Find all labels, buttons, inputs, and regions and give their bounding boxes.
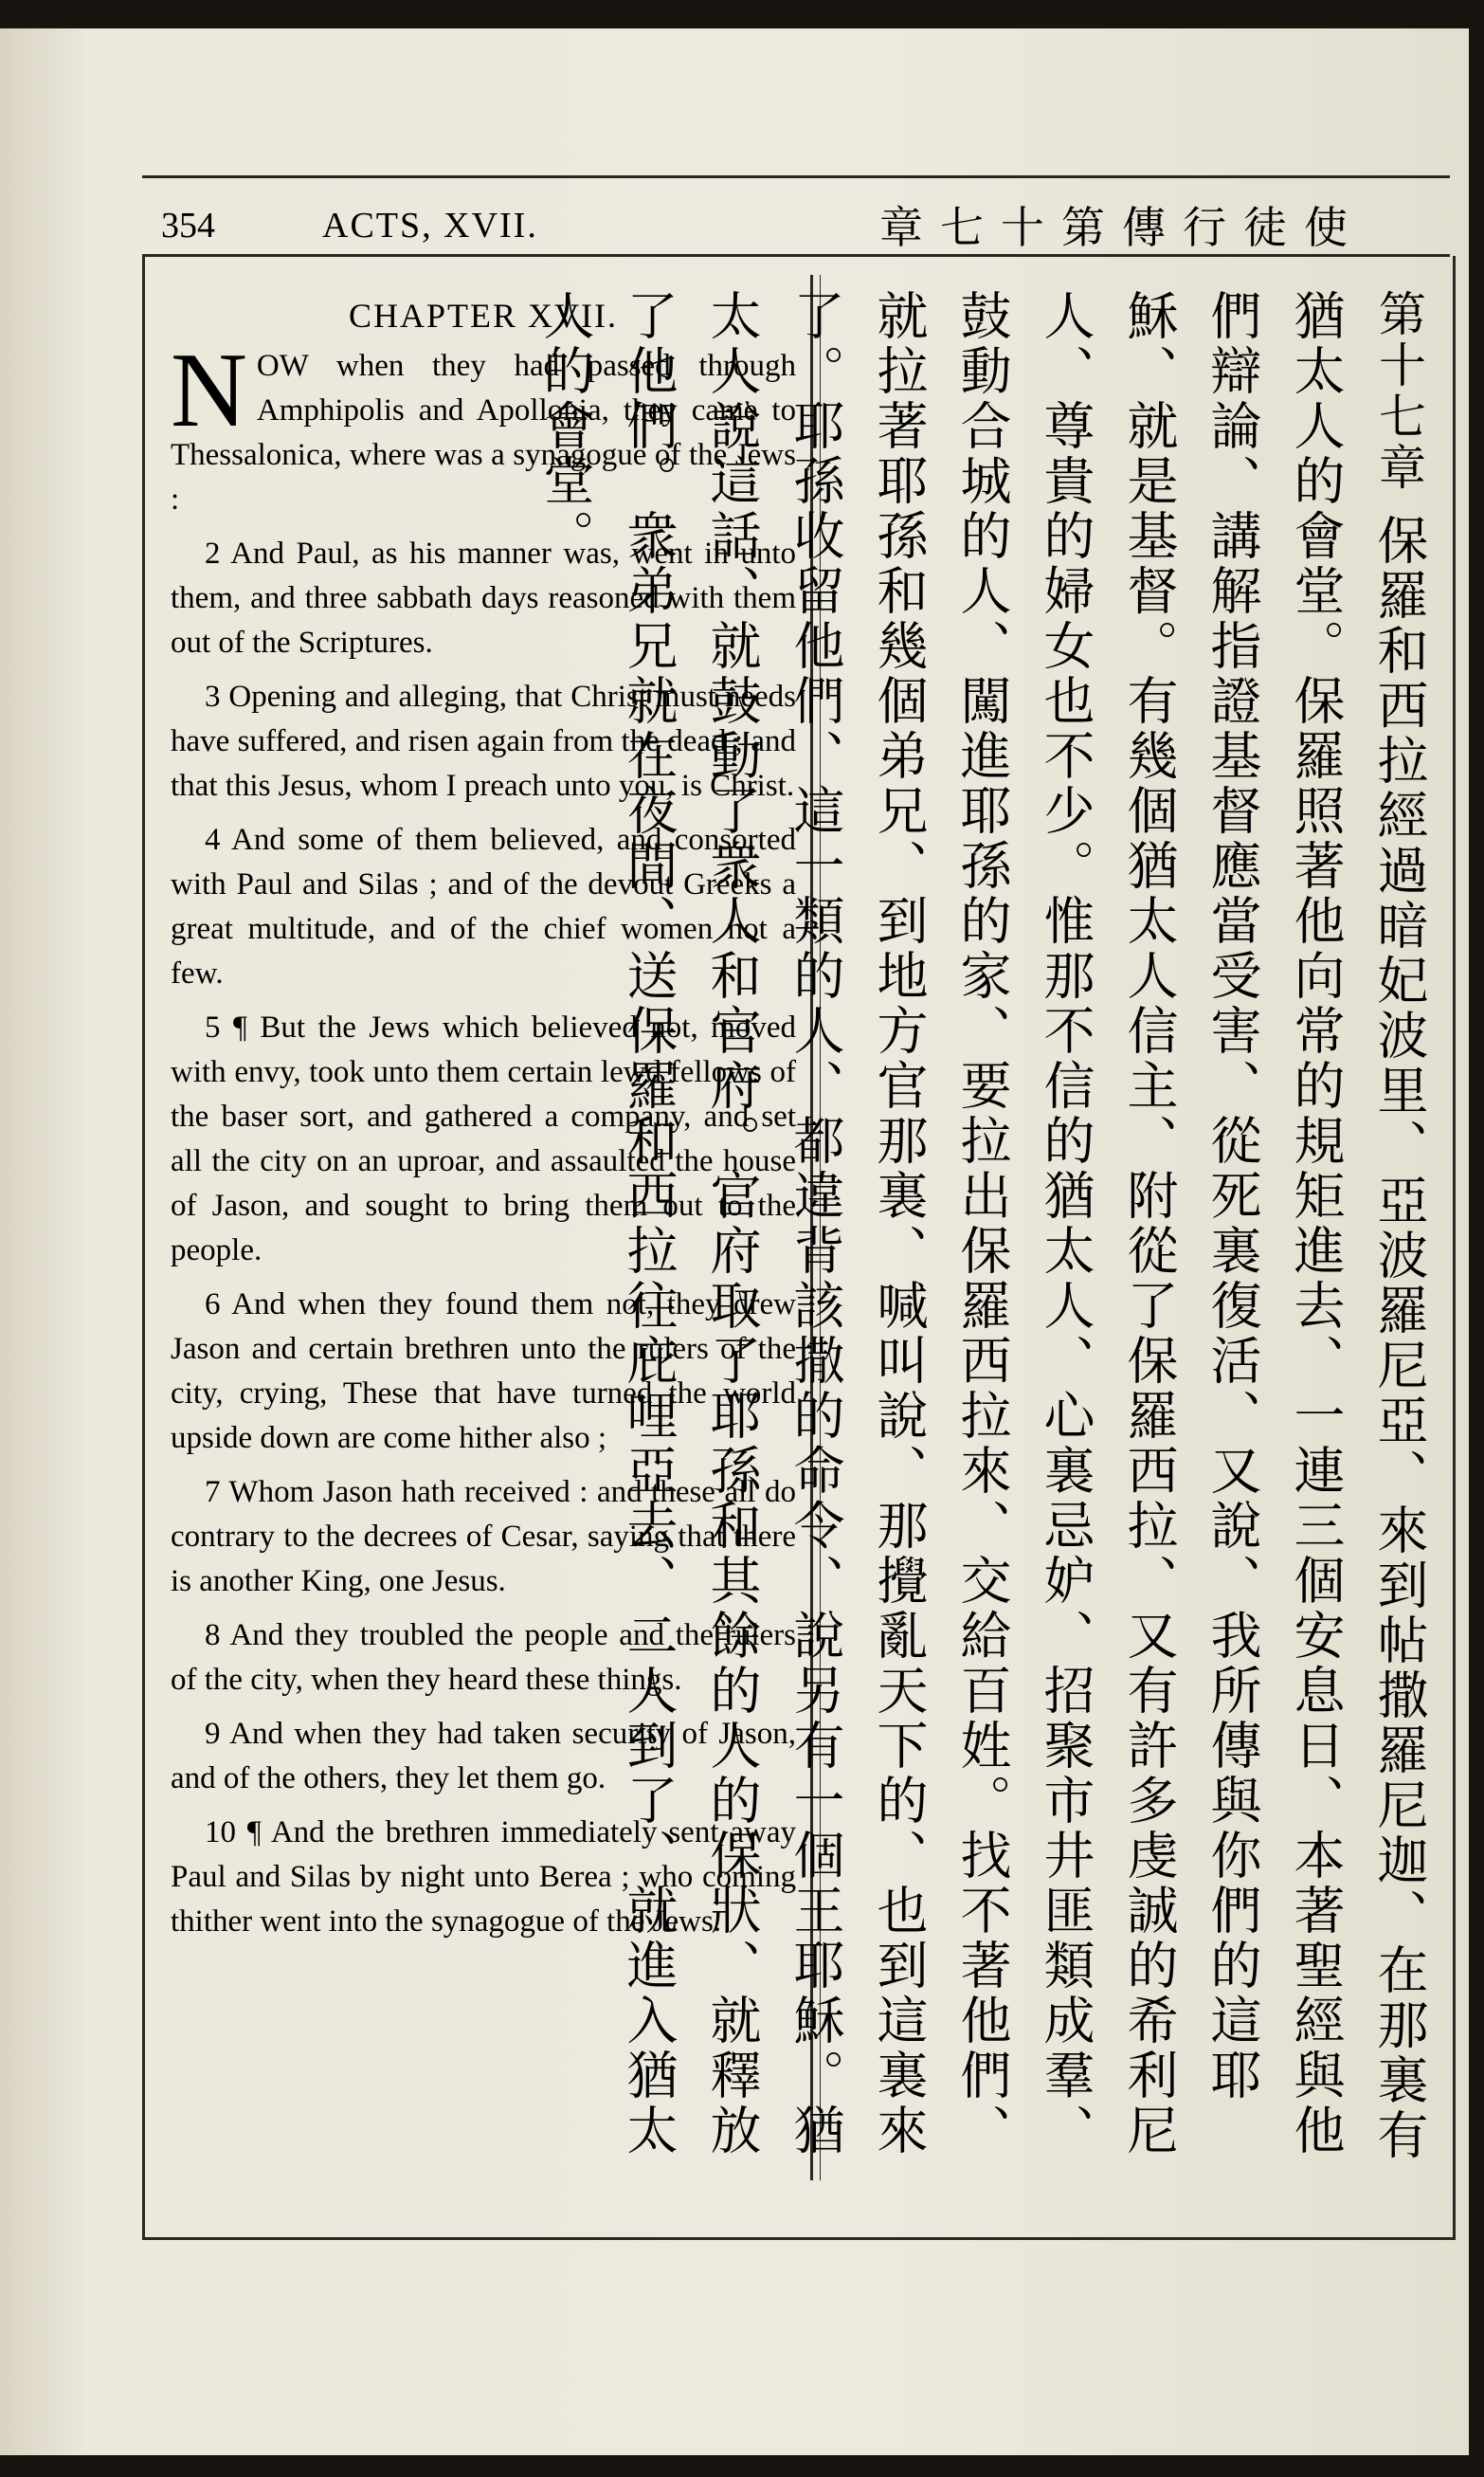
running-head-chinese: 章七十第傳行徒使	[879, 202, 1365, 253]
verse-5: 5 ¶ But the Jews which believed not, moved with envy, took unto them certain lewd fellows of the baser sort, and gathered a company, and set all the city on an uproar, and assaulted the house of Jason, and sought to bring them out to the people.	[171, 1011, 796, 1267]
verse-4: 4 And some of them believed, and consorted with Paul and Silas ; and of the devout Greeks a great multitude, and of the chief women not a few.	[171, 823, 796, 991]
verse-2: 2 And Paul, as his manner was, went in unto them, and three sabbath days reasoned with them out of the Scriptures.	[171, 537, 796, 660]
verse-10: 10 ¶ And the brethren immediately sent away Paul and Silas by night unto Berea ; who coming thither went into the synagogue of the Jews.	[171, 1815, 796, 1939]
verse-3: 3 Opening and alleging, that Christ must needs have suffered, and risen again from the dead ; and that this Jesus, whom I preach unto you, is Christ.	[171, 680, 796, 803]
verse-9: 9 And when they had taken security of Jason, and of the others, they let them go.	[171, 1717, 796, 1795]
chinese-chapter-title: 第十七章	[1371, 289, 1426, 494]
chinese-column	[535, 289, 1440, 2185]
verse-6: 6 And when they found them not, they drew Jason and certain brethren unto the rulers of the city, crying, These that have turned the world upside down are come hither also ;	[171, 1287, 796, 1455]
verse-1-text: OW when they had passed through Amphipolis and Apollonia, they came to Thessalonica, where was a synagogue of the Jews :	[171, 349, 796, 517]
running-header	[142, 175, 1450, 257]
chapter-title: CHAPTER XVII.	[349, 297, 618, 335]
drop-cap: N	[171, 332, 247, 449]
chinese-text: 保羅和西拉經過暗妃波里、亞波羅尼亞、來到帖撒羅尼迦、在那裏有猶太人的會堂。保羅照著他向常的規矩進去、一連三個安息日、本著聖經與他們辯論、講解指證基督應當受害、從死裏復活、又說、我所傳與你們的這耶穌、就是基督。有幾個猶太人信主、附從了保羅西拉、又有許多虔誠的希利尼人、尊貴的婦女也不少。惟那不信的猶太人、心裏忌妒、招聚市井匪類成羣、鼓動合城的人、闖進耶孫的家、要拉出保羅西拉來、交給百姓。找不著他們、就拉著耶孫和幾個弟兄、到地方官那裏、喊叫說、那攪亂天下的、也到這裏來了。耶孫收留他們、這一類的人、都違背該撒的命令、說另有一個王耶穌。猶太人說這話、就鼓動了衆人和官府。官府取了耶孫和其餘的人的保狀、就釋放了他們。衆弟兄就在夜間、送保羅和西拉往庇哩亞去、二人到了、就進入猶太人的會堂。	[535, 289, 1429, 2164]
page-number: 354	[161, 206, 215, 246]
running-head-english: ACTS, XVII.	[322, 206, 538, 246]
verse-7: 7 Whom Jason hath received : and these all do contrary to the decrees of Cesar, saying that there is another King, one Jesus.	[171, 1475, 796, 1598]
verse-8: 8 And they troubled the people and the rulers of the city, when they heard these things.	[171, 1618, 796, 1697]
